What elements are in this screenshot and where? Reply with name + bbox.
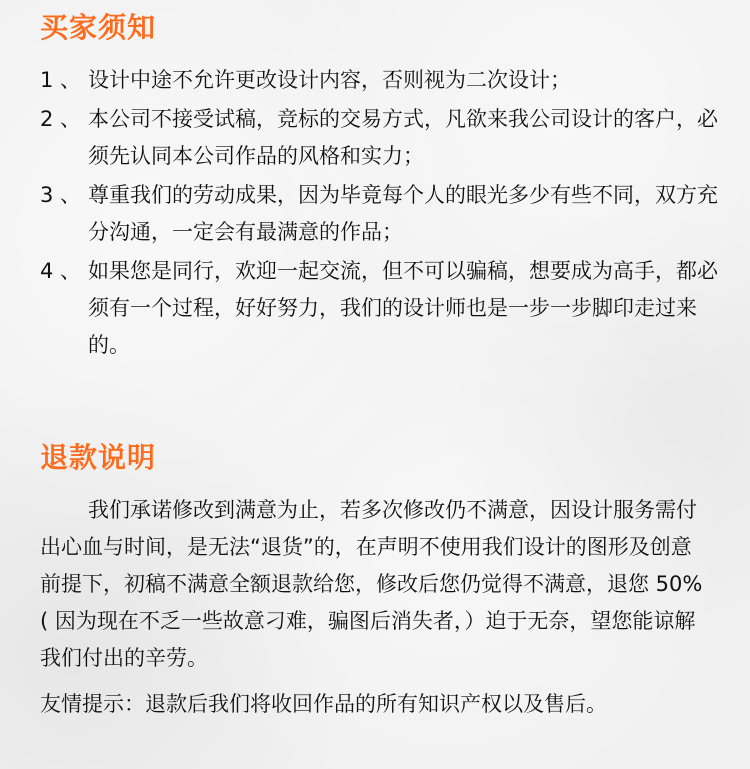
refund-policy-section xyxy=(40,492,710,677)
refund-policy-body: 我们承诺修改到满意为止，若多次修改仍不满意，因设计服务需付出心血与时间，是无法“退货”的，在声明不使用我们设计的图形及创意前提下，初稿不满意全额退款给您，修改后您仍觉得不满意，退您 50%( 因为现在不乏一些故意刁难，骗图后消失者，）迫于无奈，望您能谅解我们付出的辛劳。 xyxy=(40,498,703,670)
list-item xyxy=(40,101,720,175)
list-item xyxy=(40,177,720,251)
friendly-tip: 友情提示：退款后我们将收回作品的所有知识产权以及售后。 xyxy=(40,692,607,716)
list-item-number: 4 、 xyxy=(40,259,82,283)
buyer-notice-list xyxy=(40,62,720,366)
list-item-text: 如果您是同行，欢迎一起交流，但不可以骗稿，想要成为高手，都必须有一个过程，好好努力，我们的设计师也是一步一步脚印走过来的。 xyxy=(88,259,718,357)
list-item xyxy=(40,253,720,364)
list-item-text: 尊重我们的劳动成果，因为毕竟每个人的眼光多少有些不同，双方充分沟通，一定会有最满意的作品； xyxy=(88,183,718,244)
list-item-text: 设计中途不允许更改设计内容，否则视为二次设计； xyxy=(88,68,571,92)
list-item-number: 1 、 xyxy=(40,68,82,92)
list-item xyxy=(40,62,720,99)
list-item-number: 2 、 xyxy=(40,107,82,131)
list-item-text: 本公司不接受试稿，竞标的交易方式，凡欲来我公司设计的客户，必须先认同本公司作品的风格和实力； xyxy=(88,107,718,168)
buyer-notice-title: 买家须知 xyxy=(40,11,157,44)
refund-policy-title: 退款说明 xyxy=(40,441,157,474)
list-item-number: 3 、 xyxy=(40,183,82,207)
